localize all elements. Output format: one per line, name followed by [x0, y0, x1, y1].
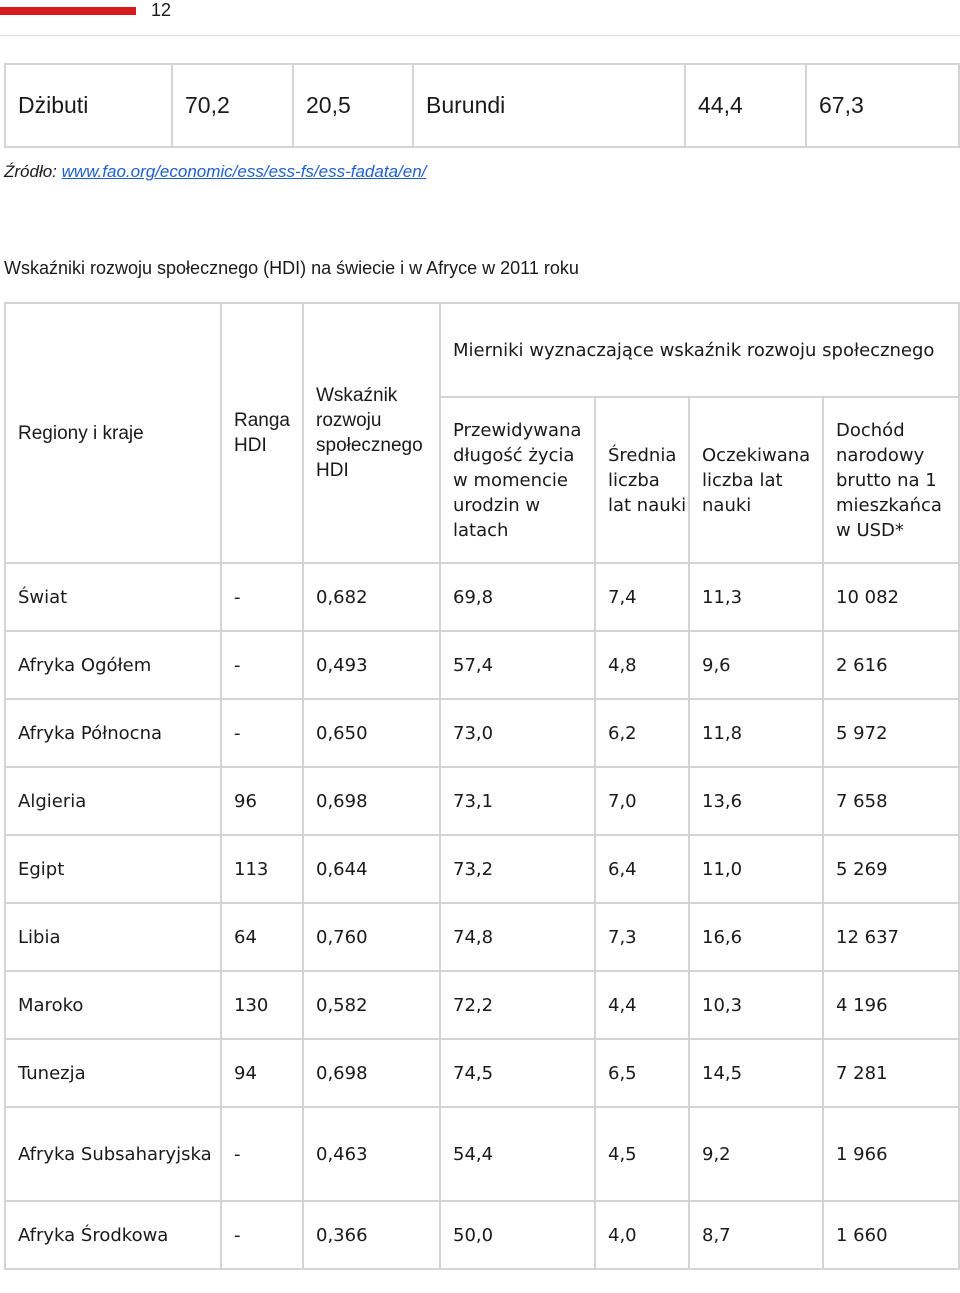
header-divider: [0, 35, 960, 36]
header-region: Regiony i kraje: [5, 303, 221, 563]
table-cell: 2 616: [823, 631, 959, 699]
table-cell: 13,6: [689, 767, 823, 835]
table-cell: 113: [221, 835, 303, 903]
table-cell: -: [221, 631, 303, 699]
table-cell: 5 972: [823, 699, 959, 767]
table-cell: 0,463: [303, 1107, 440, 1201]
table-cell: Egipt: [5, 835, 221, 903]
table-cell: 57,4: [440, 631, 595, 699]
table-row: [5, 835, 959, 903]
table-cell: 50,0: [440, 1201, 595, 1269]
table-cell: 8,7: [689, 1201, 823, 1269]
header-row: [5, 303, 959, 397]
table-cell: 67,3: [806, 64, 959, 147]
table-cell: 69,8: [440, 563, 595, 631]
table-cell: 9,2: [689, 1107, 823, 1201]
table-cell: 0,760: [303, 903, 440, 971]
table-cell: Afryka Północna: [5, 699, 221, 767]
table-row: [5, 767, 959, 835]
table-cell: 5 269: [823, 835, 959, 903]
table-cell: Libia: [5, 903, 221, 971]
table-cell: 54,4: [440, 1107, 595, 1201]
table-row: [5, 699, 959, 767]
table-row: [5, 1107, 959, 1201]
page-number: 12: [151, 0, 172, 20]
table-cell: 4 196: [823, 971, 959, 1039]
table-row: [5, 563, 959, 631]
table-cell: -: [221, 563, 303, 631]
table-row: [5, 903, 959, 971]
table-cell: -: [221, 1201, 303, 1269]
table-cell: 70,2: [172, 64, 293, 147]
table-cell: 11,8: [689, 699, 823, 767]
table-cell: 72,2: [440, 971, 595, 1039]
table-cell: 73,0: [440, 699, 595, 767]
table-cell: 0,493: [303, 631, 440, 699]
header-mean-schooling: Średnia liczba lat nauki: [595, 397, 689, 563]
hdi-table: [4, 302, 960, 1270]
table-cell: -: [221, 1107, 303, 1201]
table-row: [5, 1039, 959, 1107]
table-cell: Afryka Ogółem: [5, 631, 221, 699]
table-cell: Tunezja: [5, 1039, 221, 1107]
header-gni: Dochód narodowy brutto na 1 mieszkańca w USD*: [823, 397, 959, 563]
table-cell: 6,5: [595, 1039, 689, 1107]
table-cell: Afryka Środkowa: [5, 1201, 221, 1269]
header-rank: Ranga HDI: [221, 303, 303, 563]
food-data-table-continued: [4, 63, 960, 148]
table-cell: 10,3: [689, 971, 823, 1039]
table-cell: 7,3: [595, 903, 689, 971]
table-cell: -: [221, 699, 303, 767]
table-cell: Dżibuti: [5, 64, 172, 147]
table-cell: 11,3: [689, 563, 823, 631]
source-label: Źródło:: [4, 162, 57, 181]
table-cell: 16,6: [689, 903, 823, 971]
table-cell: 9,6: [689, 631, 823, 699]
table-cell: Algieria: [5, 767, 221, 835]
header-accent-bar: [0, 7, 136, 15]
table-cell: 10 082: [823, 563, 959, 631]
table-cell: 7 281: [823, 1039, 959, 1107]
table-cell: Świat: [5, 563, 221, 631]
table-cell: 0,698: [303, 767, 440, 835]
table-cell: 94: [221, 1039, 303, 1107]
table-cell: 7 658: [823, 767, 959, 835]
table-cell: 64: [221, 903, 303, 971]
table-cell: 1 966: [823, 1107, 959, 1201]
table-cell: 44,4: [685, 64, 806, 147]
table-row: [5, 64, 959, 147]
header-expected-schooling: Oczekiwana liczba lat nauki: [689, 397, 823, 563]
table-row: [5, 631, 959, 699]
table-cell: 96: [221, 767, 303, 835]
table-cell: Burundi: [413, 64, 685, 147]
table-cell: 0,366: [303, 1201, 440, 1269]
table-title: Wskaźniki rozwoju społecznego (HDI) na świecie i w Afryce w 2011 roku: [4, 258, 579, 278]
table-cell: 20,5: [293, 64, 413, 147]
header-life-expectancy: Przewidywana długość życia w momencie urodzin w latach: [440, 397, 595, 563]
table-cell: 0,650: [303, 699, 440, 767]
table-cell: 1 660: [823, 1201, 959, 1269]
table-cell: 6,2: [595, 699, 689, 767]
table-cell: 4,5: [595, 1107, 689, 1201]
table-cell: 7,4: [595, 563, 689, 631]
table-cell: 0,698: [303, 1039, 440, 1107]
table-cell: 11,0: [689, 835, 823, 903]
table-cell: 0,682: [303, 563, 440, 631]
table-cell: 73,1: [440, 767, 595, 835]
table-row: [5, 1201, 959, 1269]
table-cell: 73,2: [440, 835, 595, 903]
table-cell: 4,0: [595, 1201, 689, 1269]
table-cell: 4,8: [595, 631, 689, 699]
source-link[interactable]: www.fao.org/economic/ess/ess-fs/ess-fadata/en/: [61, 162, 427, 181]
source-note: [4, 162, 426, 182]
table-cell: 0,644: [303, 835, 440, 903]
table-cell: 74,8: [440, 903, 595, 971]
table-cell: 130: [221, 971, 303, 1039]
header-index: Wskaźnik rozwoju społecznego HDI: [303, 303, 440, 563]
table-cell: Afryka Subsaharyjska: [5, 1107, 221, 1201]
table-cell: 14,5: [689, 1039, 823, 1107]
table-cell: 6,4: [595, 835, 689, 903]
table-row: [5, 971, 959, 1039]
table-cell: Maroko: [5, 971, 221, 1039]
table-cell: 74,5: [440, 1039, 595, 1107]
table-cell: 7,0: [595, 767, 689, 835]
table-cell: 12 637: [823, 903, 959, 971]
table-cell: 4,4: [595, 971, 689, 1039]
header-group: Mierniki wyznaczające wskaźnik rozwoju społecznego: [440, 303, 959, 397]
table-cell: 0,582: [303, 971, 440, 1039]
